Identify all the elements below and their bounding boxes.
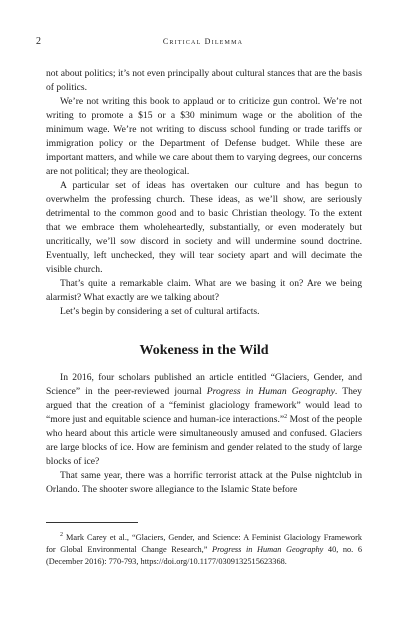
- footnote-citation: Mark Carey et al., “Glaciers, Gender, and Science: A Feminist Glaciology Framework for Global Environmental Change Research,”: [46, 533, 362, 554]
- paragraph-text: Most of the people who heard about this article were simultaneously amused and confused. Glaciers are large blocks of ice. How are feminism and gender related to the study of large blocks of ice?: [46, 414, 362, 467]
- footnote-journal-title: Progress in Human Geography: [212, 545, 324, 554]
- footnote-divider: [46, 522, 138, 523]
- page-number: 2: [36, 36, 41, 47]
- journal-title: Progress in Human Geography: [206, 386, 335, 397]
- paragraph: That’s quite a remarkable claim. What are we basing it on? Are we being alarmist? What exactly are we talking about?: [46, 278, 362, 303]
- paragraph-text: In 2016, four scholars published an article entitled “Glaciers, Gender, and Science” in the peer-reviewed journal: [46, 372, 362, 397]
- footnote-text: [46, 532, 362, 568]
- running-title: Critical Dilemma: [162, 37, 244, 46]
- footnote-number: 2: [60, 532, 63, 539]
- paragraph: [46, 371, 362, 469]
- paragraph-continued: not about politics; it’s not even principally about cultural stances that are the basis of politics.: [46, 68, 362, 93]
- paragraph: That same year, there was a horrific terrorist attack at the Pulse nightclub in Orlando. The shooter swore allegiance to the Islamic State before: [46, 470, 362, 495]
- running-head: [36, 36, 370, 48]
- body-text: [46, 67, 362, 497]
- paragraph: We’re not writing this book to applaud or to criticize gun control. We’re not writing to promote a $15 or a $30 minimum wage or the abolition of the minimum wage. We’re not writing to discuss school funding or trade tariffs or immigration policy or the Department of Defense budget. While these are important matters, and while we care about them to varying degrees, our concerns are not political; they are theological.: [46, 96, 362, 177]
- footnote-citation-rest: 40, no. 6 (December 2016): 770-793, https://doi.org/10.1177/0309132515623368.: [46, 545, 362, 566]
- paragraph: Let’s begin by considering a set of cultural artifacts.: [60, 306, 260, 317]
- footnote-reference[interactable]: 2: [284, 413, 288, 420]
- section-heading: Wokeness in the Wild: [139, 343, 269, 358]
- paragraph: A particular set of ideas has overtaken our culture and has begun to overwhelm the professing church. These ideas, as we’ll show, are seriously detrimental to the common good and to basic Christian theology. To the extent that we embrace them wholeheartedly, substantially, or even moderately but uncritically, we’ll sow discord in society and will undermine sound doctrine. Eventually, left unchecked, they will tear society apart and will decimate the visible church.: [46, 180, 362, 275]
- footnote: [46, 532, 362, 568]
- paragraph-text: . They argued that the creation of a “feminist glaciology framework” would lead to “more just and equitable science and human-ice interactions.”: [46, 386, 362, 425]
